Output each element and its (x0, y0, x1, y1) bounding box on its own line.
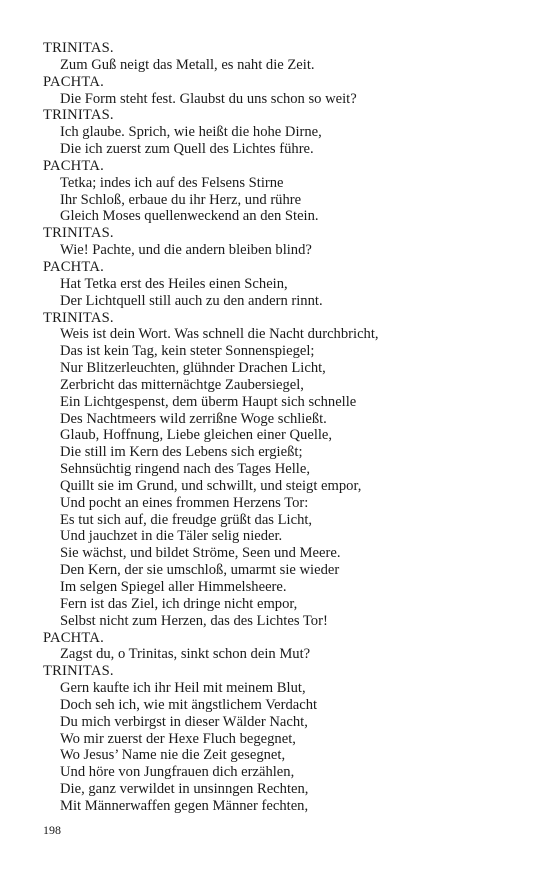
verse-line: Die still im Kern des Lebens sich ergießt; (60, 444, 303, 461)
verse-line: Fern ist das Ziel, ich dringe nicht empor, (60, 595, 298, 612)
verse-line: Und jauchzet in die Täler selig nieder. (60, 528, 283, 545)
page-number: 198 (43, 823, 61, 837)
speaker-name: TRINITAS. (43, 40, 114, 56)
verse-line: Zum Guß neigt das Metall, es naht die Zeit. (60, 56, 315, 73)
verse-line: Im selgen Spiegel aller Himmelsheere. (60, 579, 287, 595)
verse-line: Quillt sie im Grund, und schwillt, und steigt empor, (60, 477, 362, 494)
speaker-name: TRINITAS. (43, 107, 114, 124)
verse-line: Glaub, Hoffnung, Liebe gleichen einer Quelle, (60, 427, 333, 444)
verse-line: Doch seh ich, wie mit ängstlichem Verdacht (60, 696, 318, 713)
speaker-name: PACHTA. (43, 73, 104, 90)
verse-line: Der Lichtquell still auch zu den andern rinnt. (60, 292, 323, 309)
speaker-name: PACHTA. (43, 629, 104, 646)
speaker-name: TRINITAS. (43, 309, 114, 326)
speaker-name: TRINITAS. (43, 663, 114, 680)
verse-line: Wo mir zuerst der Hexe Fluch begegnet, (60, 730, 296, 747)
verse-line: Die, ganz verwildet in unsinngen Rechten, (60, 781, 309, 798)
verse-line: Die ich zuerst zum Quell des Lichtes führe. (60, 141, 314, 158)
verse-line: Des Nachtmeers wild zerrißne Woge schließt. (60, 410, 327, 427)
verse-line: Gern kaufte ich ihr Heil mit meinem Blut, (60, 680, 306, 697)
verse-line: Selbst nicht zum Herzen, das des Lichtes Tor! (60, 612, 328, 629)
verse-line: Zagst du, o Trinitas, sinkt schon dein Mut? (60, 646, 311, 663)
verse-line: Es tut sich auf, die freudge grüßt das Licht, (60, 511, 313, 528)
verse-line: Den Kern, der sie umschloß, umarmt sie wieder (60, 562, 340, 579)
verse-line: Weis ist dein Wort. Was schnell die Nacht durchbricht, (60, 326, 379, 343)
verse-line: Und höre von Jungfrauen dich erzählen, (60, 764, 295, 781)
verse-line: Das ist kein Tag, kein steter Sonnenspiegel; (60, 343, 315, 360)
speaker-name: TRINITAS. (43, 225, 114, 242)
verse-line: Die Form steht fest. Glaubst du uns schon so weit? (60, 90, 357, 107)
verse-line: Nur Blitzerleuchten, glühnder Drachen Licht, (60, 360, 326, 377)
verse-line: Tetka; indes ich auf des Felsens Stirne (60, 174, 284, 191)
verse-line: Mit Männerwaffen gegen Männer fechten, (60, 797, 309, 814)
verse-line: Sie wächst, und bildet Ströme, Seen und Meere. (60, 545, 341, 562)
drama-text (43, 40, 523, 815)
verse-line: Wie! Pachte, und die andern bleiben blind? (60, 242, 312, 259)
speaker-name: PACHTA. (43, 157, 104, 174)
verse-line: Zerbricht das mitternächtge Zaubersiegel, (60, 376, 304, 393)
verse-line: Du mich verbirgst in dieser Wälder Nacht, (60, 713, 308, 730)
speaker-name: PACHTA. (43, 258, 104, 275)
verse-line: Wo Jesus’ Name nie die Zeit gesegnet, (60, 747, 286, 764)
verse-line: Und pocht an eines frommen Herzens Tor: (60, 494, 309, 511)
verse-line: Ein Lichtgespenst, dem überm Haupt sich schnelle (60, 393, 357, 410)
verse-line: Hat Tetka erst des Heiles einen Schein, (60, 275, 288, 292)
verse-line: Ich glaube. Sprich, wie heißt die hohe Dirne, (60, 124, 322, 141)
verse-line: Sehnsüchtig ringend nach des Tages Helle, (60, 461, 310, 478)
verse-line: Ihr Schloß, erbaue du ihr Herz, und rühre (60, 191, 302, 208)
verse-line: Gleich Moses quellenweckend an den Stein. (60, 208, 319, 225)
